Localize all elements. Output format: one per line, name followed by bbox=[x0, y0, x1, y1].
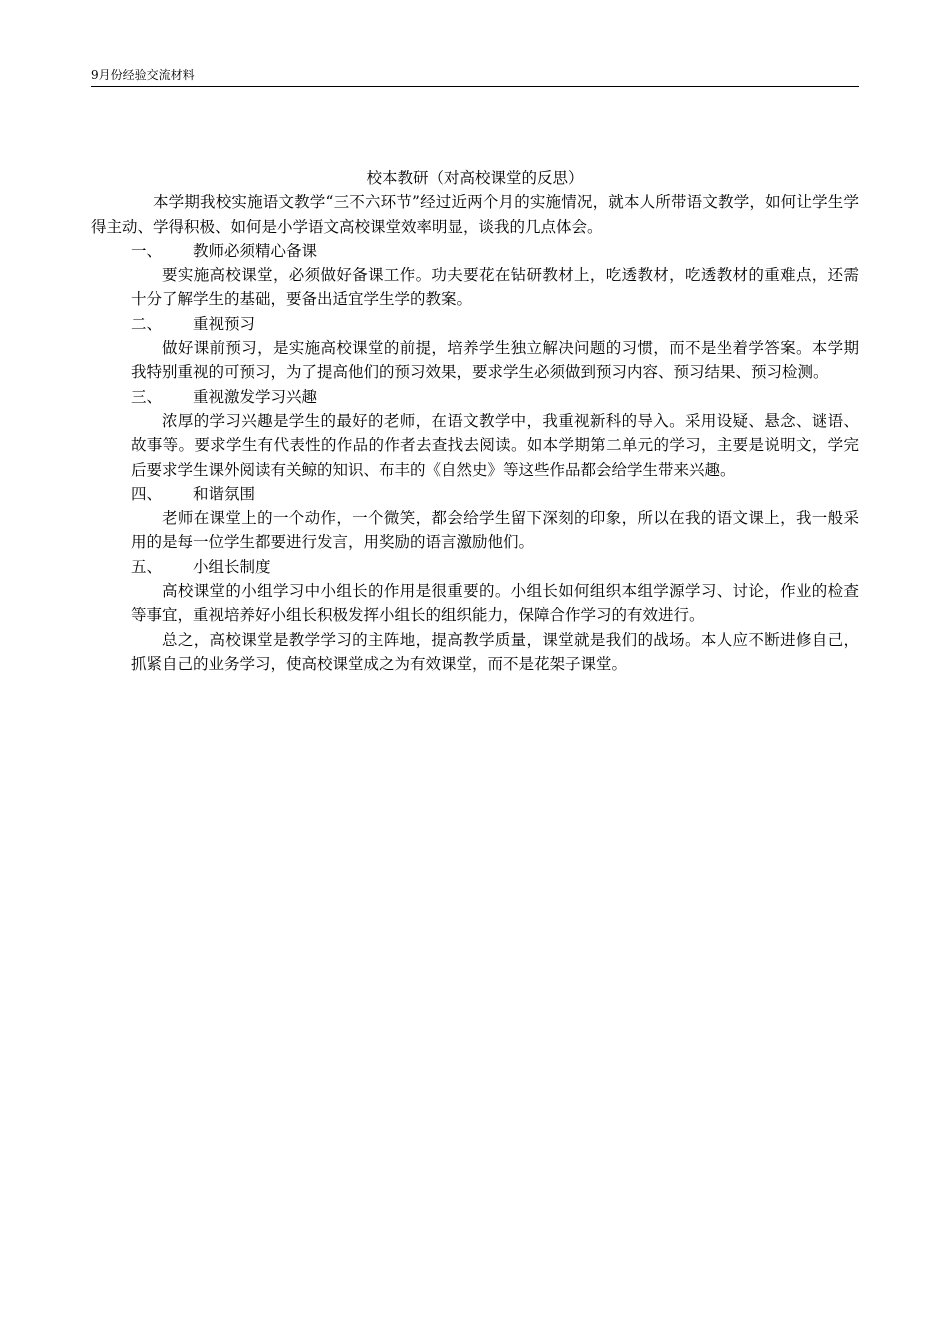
section-body-5: 高校课堂的小组学习中小组长的作用是很重要的。小组长如何组织本组学源学习、讨论，作业的检查等事宜，重视培养好小组长积极发挥小组长的组织能力，保障合作学习的有效进行。 bbox=[131, 582, 859, 625]
section-title: 教师必须精心备课 bbox=[193, 241, 318, 260]
section-title: 重视激发学习兴趣 bbox=[193, 387, 318, 406]
header-text: 9月份经验交流材料 bbox=[91, 68, 195, 82]
section-heading-4 bbox=[91, 482, 859, 506]
section-number: 一、 bbox=[131, 241, 163, 260]
section-number: 二、 bbox=[131, 314, 163, 333]
section-heading-5 bbox=[91, 555, 859, 579]
conclusion-paragraph: 总之，高校课堂是教学学习的主阵地，提高教学质量，课堂就是我们的战场。本人应不断进修自己，抓紧自己的业务学习，使高校课堂成之为有效课堂，而不是花架子课堂。 bbox=[131, 630, 859, 673]
section-body-1: 要实施高校课堂，必须做好备课工作。功夫要花在钻研教材上，吃透教材，吃透教材的重难点，还需十分了解学生的基础，要备出适宜学生学的教案。 bbox=[131, 266, 859, 309]
section-title: 小组长制度 bbox=[193, 557, 271, 576]
section-number: 五、 bbox=[131, 557, 163, 576]
section-title: 和谐氛围 bbox=[193, 484, 256, 503]
section-number: 三、 bbox=[131, 387, 163, 406]
section-body-2: 做好课前预习，是实施高校课堂的前提，培养学生独立解决问题的习惯，而不是坐着学答案。本学期我特别重视的可预习，为了提高他们的预习效果，要求学生必须做到预习内容、预习结果、预习检测。 bbox=[131, 339, 859, 382]
section-number: 四、 bbox=[131, 484, 163, 503]
section-body-3: 浓厚的学习兴趣是学生的最好的老师，在语文教学中，我重视新科的导入。采用设疑、悬念、谜语、故事等。要求学生有代表性的作品的作者去查找去阅读。如本学期第二单元的学习，主要是说明文，学完后要求学生课外阅读有关鲸的知识、布丰的《自然史》等这些作品都会给学生带来兴趣。 bbox=[131, 411, 859, 479]
page-header bbox=[91, 67, 859, 87]
section-title: 重视预习 bbox=[193, 314, 256, 333]
document-body bbox=[91, 166, 859, 676]
intro-paragraph: 本学期我校实施语文教学“三不六环节”经过近两个月的实施情况，就本人所带语文教学，如何让学生学得主动、学得积极、如何是小学语文高校课堂效率明显，谈我的几点体会。 bbox=[91, 193, 859, 236]
section-heading-3 bbox=[91, 385, 859, 409]
document-title: 校本教研（对高校课堂的反思） bbox=[366, 169, 584, 187]
section-heading-1 bbox=[91, 239, 859, 263]
section-body-4: 老师在课堂上的一个动作，一个微笑，都会给学生留下深刻的印象，所以在我的语文课上，我一般采用的是每一位学生都要进行发言，用奖励的语言激励他们。 bbox=[131, 509, 859, 552]
section-heading-2 bbox=[91, 312, 859, 336]
